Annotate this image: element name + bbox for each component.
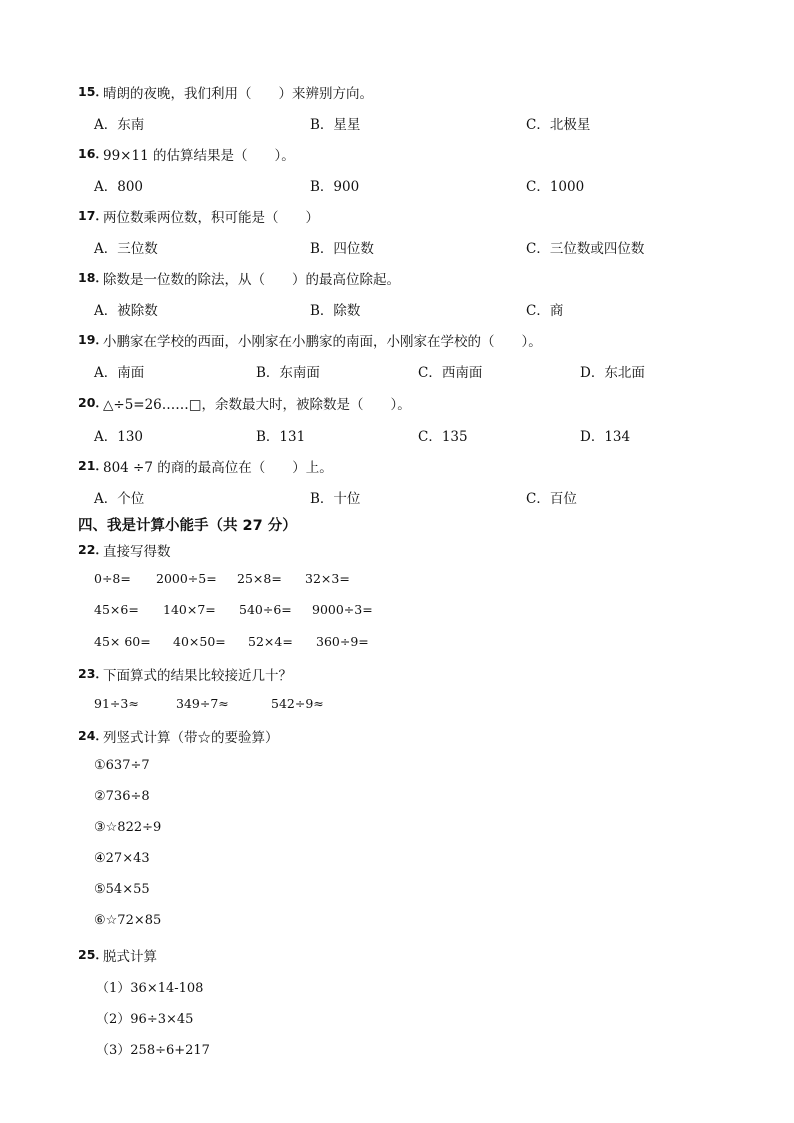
section-heading: 四、我是计算小能手（共 27 分） <box>78 518 297 534</box>
question-text: 直接写得数 <box>103 544 171 560</box>
question-18 <box>0 268 794 288</box>
calc-row <box>0 602 794 622</box>
question-17 <box>0 206 794 226</box>
option-c: C．135 <box>418 429 468 445</box>
option-c: C．百位 <box>526 491 577 507</box>
option-a: A．被除数 <box>94 303 158 319</box>
option-b: B．星星 <box>310 117 361 133</box>
question-text: 804 ÷7 的商的最高位在（ ）上。 <box>103 460 333 476</box>
question-text: 列竖式计算（带☆的要验算） <box>103 730 279 746</box>
calc-item: 540÷6= <box>239 602 292 617</box>
calc-item: 52×4= <box>248 634 293 649</box>
question-text: 晴朗的夜晚，我们利用（ ）来辨别方向。 <box>103 86 373 102</box>
vertical-calc-item <box>0 882 794 902</box>
calc-item: 9000÷3= <box>312 602 373 617</box>
question-19 <box>0 330 794 350</box>
option-c: C．1000 <box>526 179 585 195</box>
estimate-item: 542÷9≈ <box>271 696 324 711</box>
calc-expression: （2）96÷3×45 <box>96 1012 194 1027</box>
option-a: A．个位 <box>94 491 145 507</box>
step-calc-item <box>0 1008 794 1028</box>
option-b: B．四位数 <box>310 241 374 257</box>
calc-item: 0÷8= <box>94 571 131 586</box>
calc-expression: ⑥☆72×85 <box>94 913 162 928</box>
calc-item: 40×50= <box>173 634 226 649</box>
estimate-item: 91÷3≈ <box>94 696 139 711</box>
question-number: 18． <box>78 270 108 285</box>
estimate-item: 349÷7≈ <box>176 696 229 711</box>
option-a: A．南面 <box>94 365 145 381</box>
calc-expression: ⑤54×55 <box>94 882 150 897</box>
question-text: 小鹏家在学校的西面，小刚家在小鹏家的南面，小刚家在学校的（ ）。 <box>103 334 542 350</box>
calc-item: 2000÷5= <box>156 571 217 586</box>
option-b: B．131 <box>256 429 306 445</box>
question-20 <box>0 393 794 413</box>
calc-expression: （3）258÷6+217 <box>96 1043 210 1058</box>
question-number: 21． <box>78 458 108 473</box>
question-text: 下面算式的结果比较接近几十？ <box>103 668 292 684</box>
question-number: 24． <box>78 728 108 743</box>
question-text: 脱式计算 <box>103 949 157 965</box>
question-21 <box>0 456 794 476</box>
question-15 <box>0 82 794 102</box>
option-b: B．900 <box>310 179 360 195</box>
question-21-options <box>0 487 794 507</box>
question-number: 19． <box>78 332 108 347</box>
calc-expression: ①637÷7 <box>94 758 150 773</box>
vertical-calc-item <box>0 820 794 840</box>
option-a: A．800 <box>94 179 144 195</box>
question-19-options <box>0 361 794 381</box>
question-text: △÷5=26……□，余数最大时，被除数是（ ）。 <box>103 397 411 413</box>
question-number: 23． <box>78 666 108 681</box>
vertical-calc-item <box>0 851 794 871</box>
vertical-calc-item <box>0 913 794 933</box>
vertical-calc-item <box>0 758 794 778</box>
question-text: 除数是一位数的除法，从（ ）的最高位除起。 <box>103 272 400 288</box>
calc-expression: ②736÷8 <box>94 789 150 804</box>
option-b: B．十位 <box>310 491 361 507</box>
question-25 <box>0 945 794 965</box>
option-c: C．西南面 <box>418 365 483 381</box>
question-number: 17． <box>78 208 108 223</box>
calc-item: 360÷9= <box>316 634 369 649</box>
question-number: 22． <box>78 542 108 557</box>
option-c: C．三位数或四位数 <box>526 241 645 257</box>
estimate-row <box>0 696 794 716</box>
question-22 <box>0 540 794 560</box>
option-a: A．三位数 <box>94 241 158 257</box>
question-number: 15． <box>78 84 108 99</box>
calc-item: 45× 60= <box>94 634 151 649</box>
question-15-options <box>0 113 794 133</box>
question-number: 16． <box>78 146 108 161</box>
calc-item: 32×3= <box>305 571 350 586</box>
question-text: 两位数乘两位数，积可能是（ ） <box>103 210 319 226</box>
step-calc-item <box>0 1039 794 1059</box>
question-23 <box>0 664 794 684</box>
calc-item: 140×7= <box>163 602 216 617</box>
calc-row <box>0 571 794 591</box>
option-a: A．东南 <box>94 117 145 133</box>
calc-expression: ③☆822÷9 <box>94 820 162 835</box>
question-20-options <box>0 425 794 445</box>
question-number: 20． <box>78 395 108 410</box>
option-b: B．除数 <box>310 303 361 319</box>
option-c: C．商 <box>526 303 564 319</box>
question-16-options <box>0 175 794 195</box>
option-c: C．北极星 <box>526 117 591 133</box>
calc-item: 25×8= <box>237 571 282 586</box>
question-24 <box>0 726 794 746</box>
question-16 <box>0 144 794 164</box>
question-number: 25． <box>78 947 108 962</box>
option-d: D．134 <box>580 429 631 445</box>
question-text: 99×11 的估算结果是（ ）。 <box>103 148 295 164</box>
calc-expression: ④27×43 <box>94 851 150 866</box>
vertical-calc-item <box>0 789 794 809</box>
question-17-options <box>0 237 794 257</box>
option-b: B．东南面 <box>256 365 320 381</box>
calc-row <box>0 634 794 654</box>
option-d: D．东北面 <box>580 365 645 381</box>
option-a: A．130 <box>94 429 144 445</box>
question-18-options <box>0 299 794 319</box>
calc-expression: （1）36×14-108 <box>96 981 204 996</box>
calc-item: 45×6= <box>94 602 139 617</box>
step-calc-item <box>0 977 794 997</box>
